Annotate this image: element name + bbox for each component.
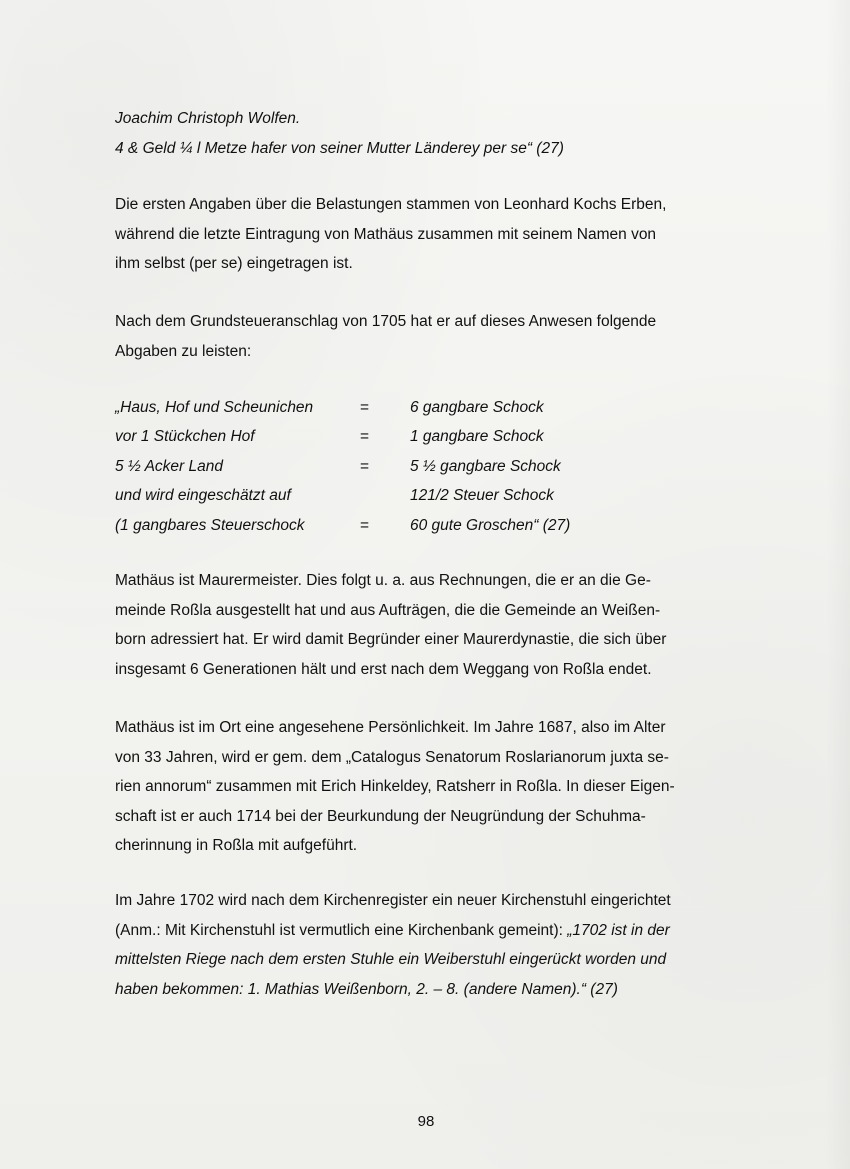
equals-sign — [360, 482, 410, 512]
paragraph-line: Nach dem Grundsteueranschlag von 1705 hat er auf dieses Anwesen folgende — [115, 313, 657, 330]
quote-line: 4 & Geld ¼ l Metze hafer von seiner Mutter Länderey per se“ (27) — [115, 139, 564, 157]
assessment-value: 1 gangbare Schock — [410, 428, 544, 446]
paragraph-line: ihm selbst (per se) eingetragen ist. — [115, 255, 353, 272]
paragraph-line: meinde Roßla ausgestellt hat und aus Aufträgen, die die Gemeinde an Weißen- — [115, 601, 661, 619]
assessment-value: 6 gangbare Schock — [410, 398, 544, 416]
equals-sign: = — [360, 457, 370, 475]
paragraph-line: Im Jahre 1702 wird nach dem Kirchenregister ein neuer Kirchenstuhl eingerichtet — [115, 892, 671, 909]
assessment-value: 60 gute Groschen“ (27) — [410, 516, 571, 534]
tax-assessment-table — [115, 393, 675, 541]
paragraph-church-pew — [115, 886, 725, 1004]
paragraph-line: von 33 Jahren, wird er gem. dem „Catalogus Senatorum Roslarianorum juxta se- — [115, 748, 669, 766]
paragraph-line-mixed — [115, 916, 725, 946]
paragraph-line: während die letzte Eintragung von Mathäus zusammen mit seinem Namen von — [115, 225, 657, 243]
assessment-item: vor 1 Stückchen Hof — [115, 428, 255, 446]
paragraph-councillor — [115, 713, 725, 861]
paragraph-line: cherinnung in Roßla mit aufgeführt. — [115, 837, 358, 854]
equals-sign: = — [360, 428, 370, 446]
italic-quote-line: haben bekommen: 1. Mathias Weißenborn, 2. – 8. (andere Namen).“ (27) — [115, 980, 618, 998]
quoted-record-end — [115, 104, 725, 163]
paragraph-line: Die ersten Angaben über die Belastungen stammen von Leonhard Kochs Erben, — [115, 196, 667, 213]
assessment-row — [115, 511, 675, 541]
paragraph-line: insgesamt 6 Generationen hält und erst nach dem Weggang von Roßla endet. — [115, 660, 652, 678]
assessment-value: 121/2 Steuer Schock — [410, 487, 554, 505]
assessment-item: „Haus, Hof und Scheunichen — [115, 398, 314, 416]
page-number: 98 — [417, 1113, 435, 1130]
assessment-row — [115, 482, 675, 512]
equals-sign: = — [360, 516, 370, 534]
paragraph-line: Mathäus ist Maurermeister. Dies folgt u. a. aus Rechnungen, die er an die Ge- — [115, 572, 651, 589]
assessment-item: und wird eingeschätzt auf — [115, 487, 291, 505]
paragraph-burden-records — [115, 190, 725, 279]
scan-shadow — [826, 0, 850, 1169]
paragraph-tax-assessment-intro — [115, 307, 725, 366]
equals-sign: = — [360, 398, 370, 416]
assessment-row — [115, 393, 675, 423]
assessment-row — [115, 423, 675, 453]
paragraph-line: born adressiert hat. Er wird damit Begründer einer Maurerdynastie, die sich über — [115, 631, 667, 648]
paragraph-line: Abgaben zu leisten: — [115, 342, 252, 360]
italic-quote-start: „1702 ist in der — [567, 921, 670, 939]
assessment-value: 5 ½ gangbare Schock — [410, 457, 561, 475]
paragraph-line: Mathäus ist im Ort eine angesehene Persönlichkeit. Im Jahre 1687, also im Alter — [115, 719, 666, 736]
italic-quote-line: mittelsten Riege nach dem ersten Stuhle ein Weiberstuhl eingerückt worden und — [115, 951, 667, 968]
paragraph-line: schaft ist er auch 1714 bei der Beurkundung der Neugründung der Schuhma- — [115, 807, 646, 825]
paragraph-line: rien annorum“ zusammen mit Erich Hinkeldey, Ratsherr in Roßla. In dieser Eigen- — [115, 778, 675, 795]
assessment-item: 5 ½ Acker Land — [115, 457, 223, 475]
quote-line: Joachim Christoph Wolfen. — [115, 110, 301, 127]
assessment-item: (1 gangbares Steuerschock — [115, 516, 305, 534]
paragraph-mason-master — [115, 566, 725, 684]
paragraph-note: (Anm.: Mit Kirchenstuhl ist vermutlich eine Kirchenbank gemeint): — [115, 921, 568, 939]
assessment-row — [115, 452, 675, 482]
